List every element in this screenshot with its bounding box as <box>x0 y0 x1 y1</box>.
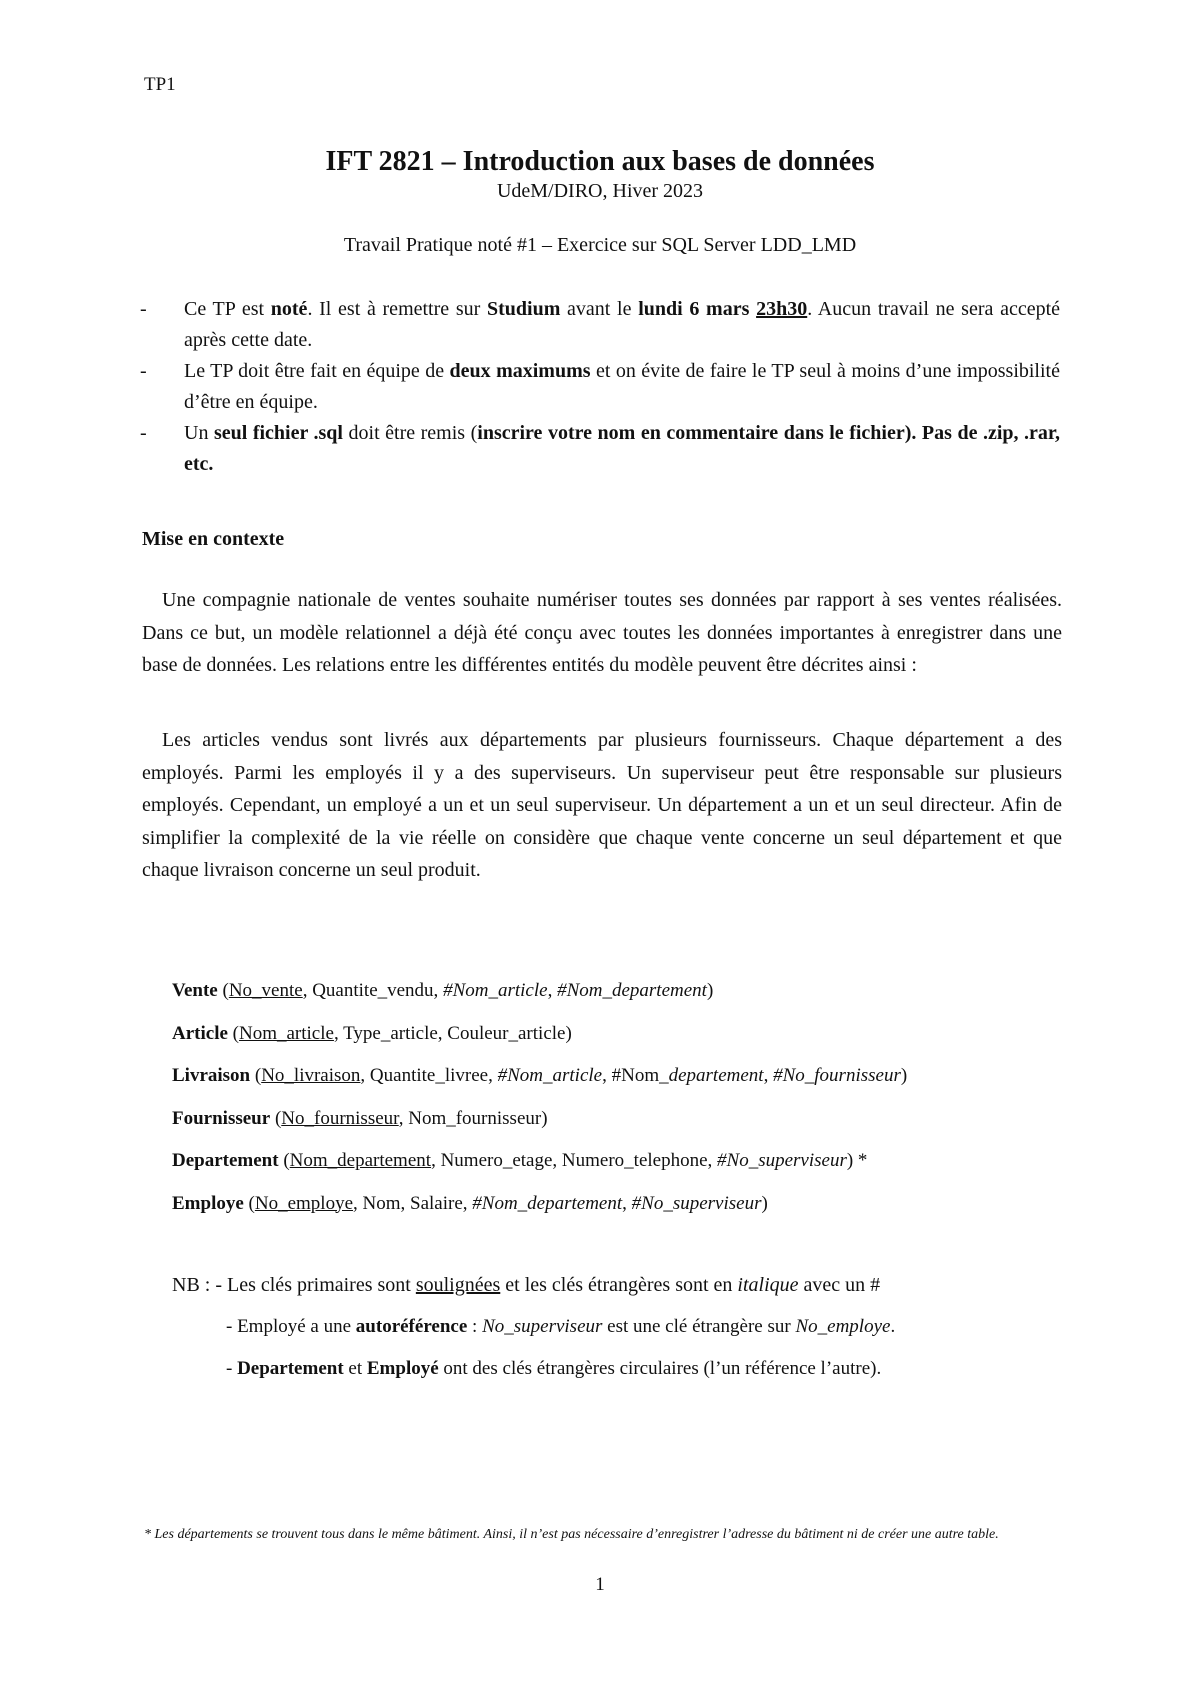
text: ( <box>243 1192 255 1214</box>
rule-text <box>184 418 1060 480</box>
schema-row-employe <box>172 1183 1072 1226</box>
emphasis: Pas de .zip, .rar, etc. <box>184 422 1060 475</box>
note-line-self-reference <box>172 1306 895 1348</box>
text: ( <box>270 1107 282 1129</box>
text: ( <box>217 980 229 1001</box>
schema-row-vente <box>172 970 1072 1013</box>
text: , <box>763 1065 774 1086</box>
header-tag: TP1 <box>144 74 176 95</box>
foreign-key: #No_fournisseur <box>773 1065 901 1086</box>
relation-name: Article <box>172 1022 228 1044</box>
text: , <box>547 980 558 1001</box>
text: avec un # <box>798 1274 881 1296</box>
emphasis: inscrire votre nom en commentaire dans le fichier <box>477 422 905 444</box>
foreign-key: #No_superviseur <box>717 1150 847 1171</box>
text: NB : - Les clés primaires sont <box>172 1274 416 1296</box>
context-paragraph-2 <box>142 724 1062 887</box>
text: ( <box>227 1022 239 1044</box>
text: , Quantite_livree, <box>360 1065 498 1086</box>
bullet-dash: - <box>140 422 147 444</box>
text: ont des clés étrangères circulaires (l’un référence l’autre). <box>438 1358 882 1379</box>
relation-name: Departement <box>172 1150 279 1171</box>
text: , Numero_etage, Numero_telephone, <box>431 1150 718 1171</box>
primary-key: Nom_departement <box>289 1150 432 1171</box>
note-line-circular <box>172 1348 895 1390</box>
italic-word: No_employe <box>795 1316 891 1337</box>
bullet-dash: - <box>140 360 147 382</box>
text: et les clés étrangères sont en <box>500 1274 738 1296</box>
text: , Type_article, Couleur_article) <box>333 1022 572 1044</box>
text: est une clé étrangère sur <box>602 1316 796 1337</box>
page-number: 1 <box>595 1574 605 1595</box>
relation-name: Fournisseur <box>172 1107 271 1129</box>
assignment-title: Travail Pratique noté #1 – Exercice sur SQL Server LDD_LMD <box>343 234 857 256</box>
schema-row-livraison <box>172 1055 1072 1098</box>
primary-key: No_fournisseur <box>281 1107 399 1129</box>
rule-item-file <box>140 418 1060 480</box>
emphasis-time: 23h30 <box>756 298 808 320</box>
paragraph-text: Les articles vendus sont livrés aux départements par plusieurs fournisseurs. Chaque département a des employés. Parmi les employés il y a des superviseurs. Un superviseur peut être responsable sur plusieurs employés. Cependant, un employé a un et un seul superviseur. Un département a un et un seul directeur. Afin de simplifier la complexité de la vie réelle on considère que chaque vente concerne un seul département et que chaque livraison concerne un seul produit. <box>142 729 1062 881</box>
text: et on évite de faire le TP seul à moins d’une impossibilité d’être en équipe. <box>184 360 1060 413</box>
text: doit être remis ( <box>342 422 478 444</box>
rule-text <box>184 294 1060 356</box>
bullet-dash: - <box>140 298 147 320</box>
primary-key: No_livraison <box>261 1065 361 1086</box>
text: . Il est à remettre sur <box>307 298 487 320</box>
text: ( <box>278 1150 290 1171</box>
text: , #Nom_ <box>602 1065 669 1086</box>
schema-row-fournisseur <box>172 1098 1072 1141</box>
foreign-key: #Nom_departement <box>472 1192 623 1214</box>
text: . <box>890 1316 896 1337</box>
text: ) <box>900 1065 908 1086</box>
text: , <box>622 1192 632 1214</box>
text: Ce TP est <box>184 298 271 320</box>
schema-row-article <box>172 1013 1072 1056</box>
primary-key: Nom_article <box>238 1022 334 1044</box>
text: ( <box>250 1065 262 1086</box>
rule-item-team <box>140 356 1060 418</box>
underlined-word: soulignées <box>415 1274 501 1296</box>
text: Le TP doit être fait en équipe de <box>184 360 450 382</box>
foreign-key: departement <box>668 1065 764 1086</box>
emphasis: seul fichier .sql <box>213 422 343 444</box>
emphasis: lundi 6 mars <box>638 298 750 320</box>
foreign-key: #Nom_departement <box>557 980 707 1001</box>
context-paragraph-1 <box>142 584 1062 682</box>
emphasis: ). <box>904 422 922 444</box>
foreign-key: #Nom_article <box>443 980 548 1001</box>
text: , Nom_fournisseur) <box>398 1107 548 1129</box>
notes-block <box>172 1264 895 1390</box>
text: , Nom, Salaire, <box>353 1192 473 1214</box>
primary-key: No_employe <box>254 1192 354 1214</box>
foreign-key: #No_superviseur <box>631 1192 762 1214</box>
document-subtitle: UdeM/DIRO, Hiver 2023 <box>496 180 704 202</box>
emphasis: autoréférence <box>355 1316 468 1337</box>
text: et <box>343 1358 367 1379</box>
text: ) * <box>846 1150 868 1171</box>
emphasis: deux maximums <box>449 360 591 382</box>
italic-word: italique <box>737 1274 799 1296</box>
emphasis: Employé <box>366 1358 439 1379</box>
relational-schema <box>172 970 1072 1225</box>
text: - Employé a une <box>226 1316 356 1337</box>
document-title: IFT 2821 – Introduction aux bases de données <box>325 146 875 177</box>
rule-text <box>184 356 1060 418</box>
schema-row-departement <box>172 1140 1072 1183</box>
paragraph-text: Une compagnie nationale de ventes souhaite numériser toutes ses données par rapport à ses ventes réalisées. Dans ce but, un modèle relationnel a déjà été conçu avec toutes les données importantes à enregistrer dans une base de données. Les relations entre les différentes entités du modèle peuvent être décrites ainsi : <box>142 589 1062 676</box>
text: ) <box>761 1192 768 1214</box>
italic-word: No_superviseur <box>482 1316 603 1337</box>
footnote: * Les départements se trouvent tous dans le même bâtiment. Ainsi, il n’est pas nécessaire d’enregistrer l’adresse du bâtiment ni de créer une autre table. <box>144 1527 999 1542</box>
relation-name: Vente <box>172 980 218 1001</box>
relation-name: Employe <box>172 1192 244 1214</box>
text: : <box>467 1316 483 1337</box>
rules-list <box>140 294 1060 480</box>
rule-item-deadline <box>140 294 1060 356</box>
text: - <box>226 1358 238 1379</box>
emphasis: Studium <box>486 298 561 320</box>
text: , Quantite_vendu, <box>302 980 444 1001</box>
section-heading-context: Mise en contexte <box>142 528 285 550</box>
emphasis: Departement <box>237 1358 344 1379</box>
primary-key: No_vente <box>228 980 303 1001</box>
foreign-key: #Nom_article <box>497 1065 603 1086</box>
note-line-keys <box>172 1264 895 1306</box>
text: Un <box>184 422 214 444</box>
text: ) <box>706 980 714 1001</box>
relation-name: Livraison <box>172 1065 251 1086</box>
text: . Aucun travail ne sera accepté après cette date. <box>184 298 1061 351</box>
text: avant le <box>560 298 639 320</box>
emphasis: noté <box>270 298 308 320</box>
